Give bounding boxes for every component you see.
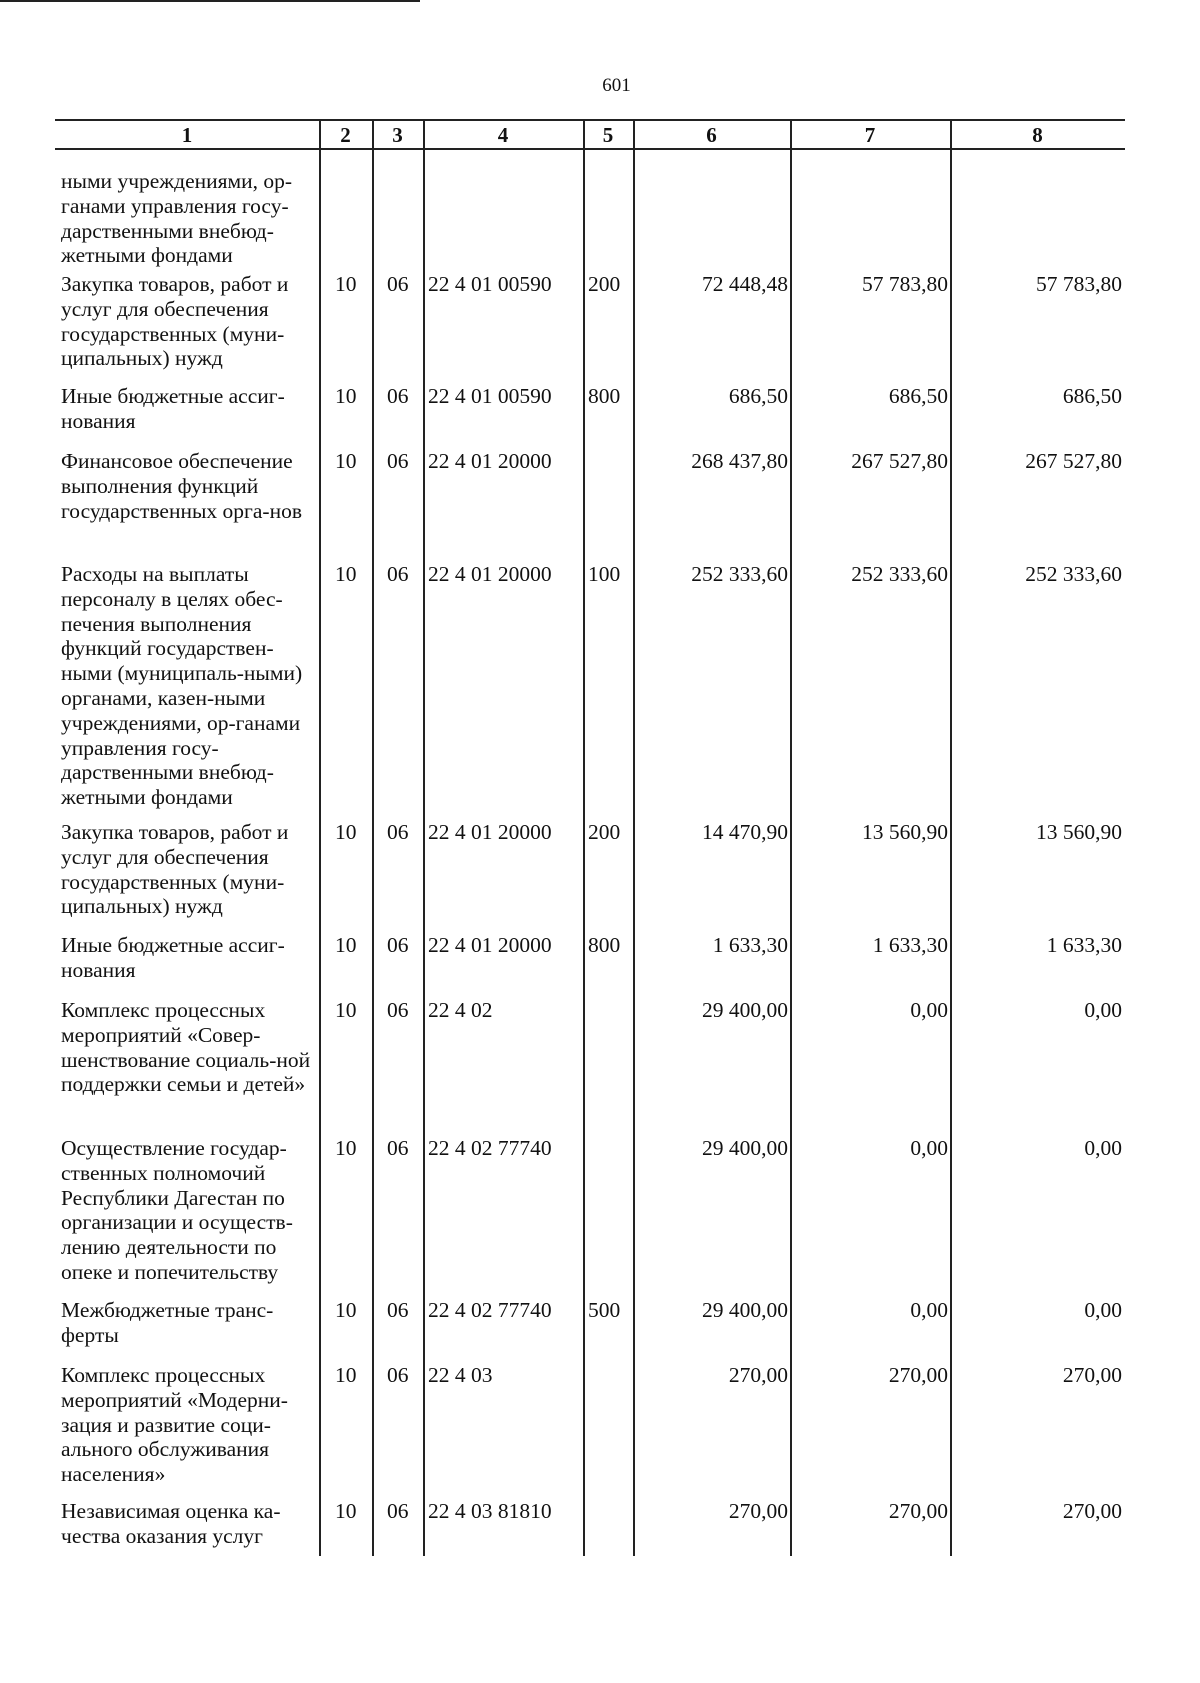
- expense-type-code: 500: [588, 1298, 621, 1322]
- amount-col-6: 72 448,48: [702, 272, 788, 296]
- amount-col-7: 1 633,30: [872, 933, 948, 957]
- amount-col-8: 270,00: [1062, 1363, 1122, 1387]
- column-header-7: 7: [864, 123, 876, 147]
- amount-col-8: 252 333,60: [1025, 562, 1122, 586]
- section-code: 10: [335, 384, 357, 408]
- amount-col-6: 29 400,00: [702, 1136, 788, 1160]
- amount-col-7: 270,00: [888, 1363, 948, 1387]
- subsection-code: 06: [387, 384, 409, 408]
- target-article-code: 22 4 01 00590: [428, 272, 552, 296]
- section-code: 10: [335, 1499, 357, 1523]
- amount-col-8: 267 527,80: [1025, 449, 1122, 473]
- amount-col-7: 686,50: [888, 384, 948, 408]
- amount-col-6: 1 633,30: [712, 933, 788, 957]
- section-code: 10: [335, 1363, 357, 1387]
- target-article-code: 22 4 02 77740: [428, 1136, 552, 1160]
- column-header-8: 8: [1032, 123, 1043, 147]
- column-header-3: 3: [392, 123, 403, 147]
- table-header: [55, 120, 1125, 149]
- target-article-code: 22 4 02 77740: [428, 1298, 552, 1322]
- amount-col-8: 13 560,90: [1036, 820, 1122, 844]
- row-name: Межбюджетные транс-ферты: [61, 1298, 274, 1347]
- amount-col-7: 13 560,90: [862, 820, 948, 844]
- amount-col-8: 0,00: [1084, 1298, 1122, 1322]
- subsection-code: 06: [387, 1136, 409, 1160]
- column-header-6: 6: [706, 123, 717, 147]
- row-name: Расходы на выплаты персоналу в целях обес-печения выполнения функций государствен-ными (муниципаль-ными) органами, казен-ными учреждениями, ор-ганами управления госу-дарственными внебюд-жетными фондами: [61, 562, 303, 810]
- target-article-code: 22 4 03: [428, 1363, 493, 1387]
- column-header-2: 2: [340, 123, 351, 147]
- row-name: Иные бюджетные ассиг-нования: [61, 384, 285, 433]
- target-article-code: 22 4 01 20000: [428, 449, 552, 473]
- target-article-code: 22 4 01 20000: [428, 820, 552, 844]
- amount-col-8: 0,00: [1084, 1136, 1122, 1160]
- row-name: Независимая оценка ка-чества оказания услуг: [61, 1499, 281, 1548]
- section-code: 10: [335, 933, 357, 957]
- row-name: Осуществление государ-ственных полномочий Республики Дагестан по организации и осуществ-лению деятельности по опеке и попечительству: [61, 1136, 293, 1284]
- row-name: Комплекс процессных мероприятий «Совер-шенствование социаль-ной поддержки семьи и детей»: [61, 998, 311, 1097]
- subsection-code: 06: [387, 998, 409, 1022]
- amount-col-7: 270,00: [888, 1499, 948, 1523]
- row-name: Комплекс процессных мероприятий «Модерни-зация и развитие соци-ального обслуживания населения»: [61, 1363, 288, 1487]
- amount-col-8: 1 633,30: [1046, 933, 1122, 957]
- column-header-1: 1: [181, 123, 193, 147]
- amount-col-8: 686,50: [1062, 384, 1122, 408]
- amount-col-7: 252 333,60: [851, 562, 948, 586]
- amount-col-7: 0,00: [910, 998, 948, 1022]
- top-rule: [0, 0, 420, 2]
- amount-col-6: 29 400,00: [702, 1298, 788, 1322]
- column-divider: [633, 120, 635, 1556]
- amount-col-8: 0,00: [1084, 998, 1122, 1022]
- amount-col-7: 57 783,80: [862, 272, 948, 296]
- amount-col-8: 270,00: [1062, 1499, 1122, 1523]
- subsection-code: 06: [387, 1363, 409, 1387]
- page-number: 601: [602, 75, 631, 96]
- row-name: Иные бюджетные ассиг-нования: [61, 933, 285, 982]
- amount-col-7: 0,00: [910, 1136, 948, 1160]
- expense-type-code: 800: [588, 933, 621, 957]
- section-code: 10: [335, 820, 357, 844]
- target-article-code: 22 4 03 81810: [428, 1499, 552, 1523]
- column-divider: [423, 120, 425, 1556]
- target-article-code: 22 4 02: [428, 998, 493, 1022]
- row-name: ными учреждениями, ор-ганами управления госу-дарственными внебюд-жетными фондами: [61, 169, 293, 268]
- amount-col-6: 686,50: [728, 384, 788, 408]
- amount-col-6: 14 470,90: [702, 820, 788, 844]
- column-divider: [372, 120, 374, 1556]
- section-code: 10: [335, 272, 357, 296]
- expense-type-code: 800: [588, 384, 621, 408]
- subsection-code: 06: [387, 1499, 409, 1523]
- amount-col-7: 267 527,80: [851, 449, 948, 473]
- amount-col-6: 268 437,80: [691, 449, 788, 473]
- column-divider: [950, 120, 952, 1556]
- row-name: Закупка товаров, работ и услуг для обеспечения государственных (муни-ципальных) нужд: [61, 272, 289, 371]
- column-header-4: 4: [497, 123, 509, 147]
- column-divider: [790, 120, 792, 1556]
- column-divider: [319, 120, 321, 1556]
- amount-col-6: 270,00: [728, 1499, 788, 1523]
- target-article-code: 22 4 01 00590: [428, 384, 552, 408]
- row-name: Закупка товаров, работ и услуг для обеспечения государственных (муни-ципальных) нужд: [61, 820, 289, 919]
- section-code: 10: [335, 562, 357, 586]
- subsection-code: 06: [387, 1298, 409, 1322]
- section-code: 10: [335, 998, 357, 1022]
- section-code: 10: [335, 449, 357, 473]
- expense-type-code: 100: [588, 562, 621, 586]
- column-header-5: 5: [602, 123, 614, 147]
- amount-col-6: 270,00: [728, 1363, 788, 1387]
- subsection-code: 06: [387, 449, 409, 473]
- expense-type-code: 200: [588, 272, 621, 296]
- amount-col-6: 29 400,00: [702, 998, 788, 1022]
- section-code: 10: [335, 1136, 357, 1160]
- subsection-code: 06: [387, 272, 409, 296]
- subsection-code: 06: [387, 562, 409, 586]
- subsection-code: 06: [387, 933, 409, 957]
- amount-col-7: 0,00: [910, 1298, 948, 1322]
- target-article-code: 22 4 01 20000: [428, 562, 552, 586]
- subsection-code: 06: [387, 820, 409, 844]
- row-name: Финансовое обеспечение выполнения функций государственных орга-нов: [61, 449, 302, 523]
- expense-type-code: 200: [588, 820, 621, 844]
- section-code: 10: [335, 1298, 357, 1322]
- amount-col-6: 252 333,60: [691, 562, 788, 586]
- target-article-code: 22 4 01 20000: [428, 933, 552, 957]
- amount-col-8: 57 783,80: [1036, 272, 1122, 296]
- column-divider: [583, 120, 585, 1556]
